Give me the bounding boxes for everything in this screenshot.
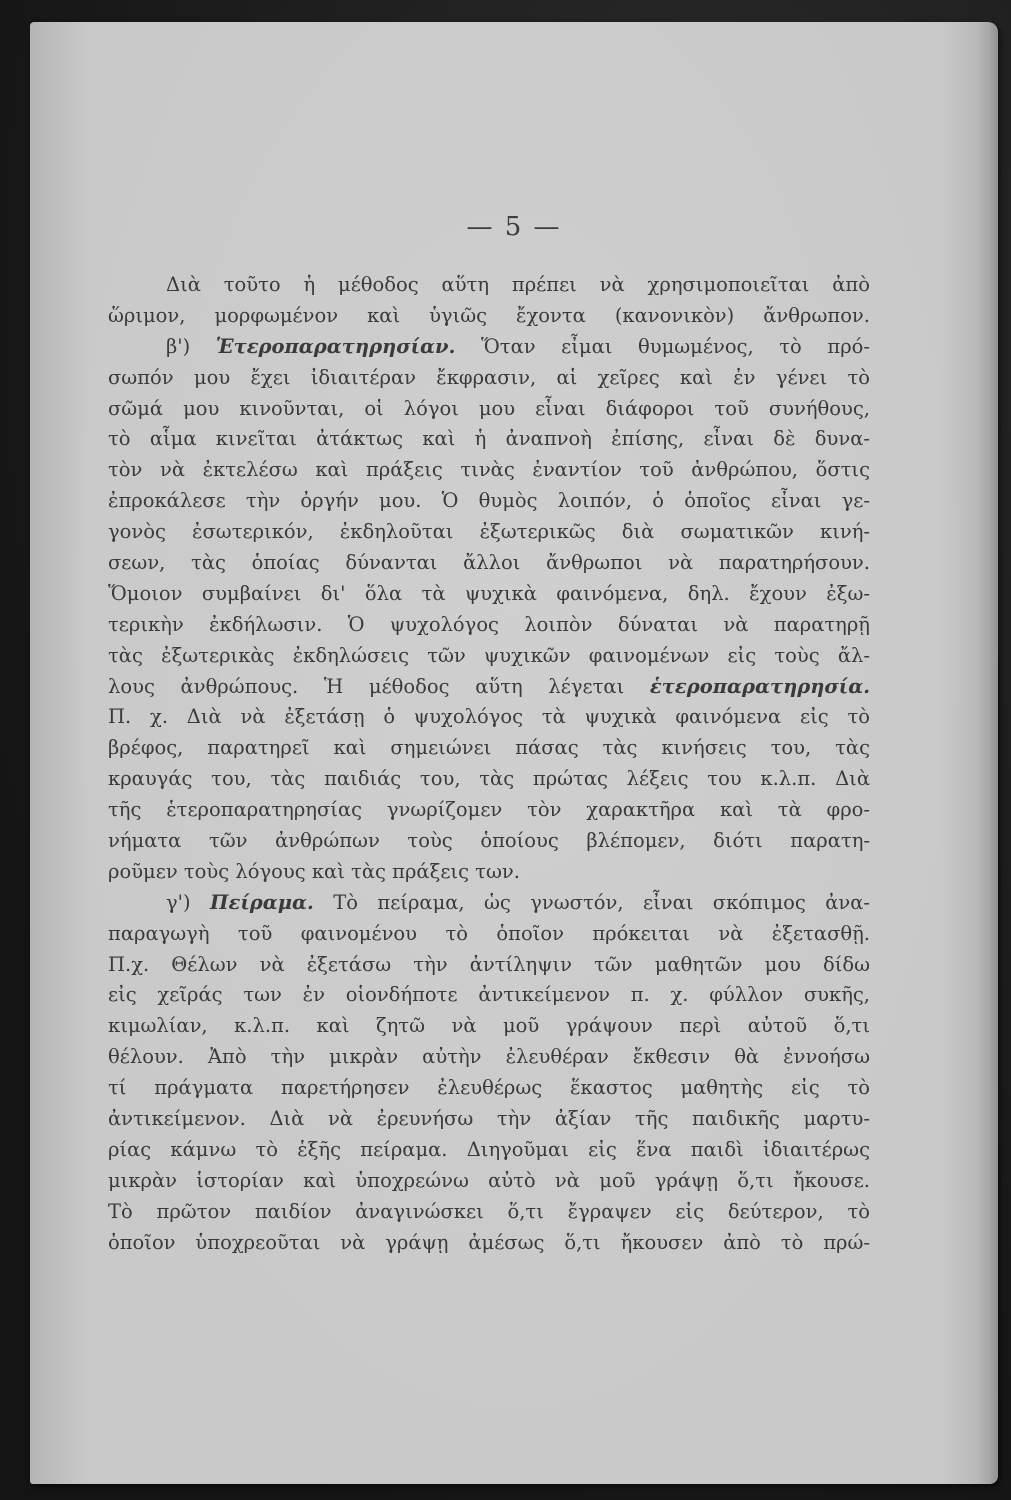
- text-line: βρέφος, παρατηρεῖ καὶ σημειώνει πάσας τὰς κινήσεις του, τὰς: [108, 736, 870, 760]
- section-c-text: Τὸ πείραμα, ὡς γνωστόν, εἶναι σκόπιμος ἀνα-: [333, 890, 871, 914]
- section-b-term: Ἑτεροπαρατηρησίαν.: [215, 334, 456, 358]
- text-line: ὁποῖον ὑποχρεοῦται νὰ γράψῃ ἀμέσως ὅ,τι ἤκουσεν ἀπὸ τὸ πρώ-: [108, 1230, 870, 1254]
- text-line: Π.χ. Θέλων νὰ ἐξετάσω τὴν ἀντίληψιν τῶν μαθητῶν μου δίδω: [108, 952, 870, 976]
- text-line: ἀντικείμενον. Διὰ νὰ ἐρευνήσω τὴν ἀξίαν τῆς παιδικῆς μαρτυ-: [108, 1107, 870, 1131]
- text-line: Π. χ. Διὰ νὰ ἐξετάσῃ ὁ ψυχολόγος τὰ ψυχικὰ φαινόμενα εἰς τὸ: [108, 705, 870, 729]
- section-c-heading: [108, 888, 870, 919]
- section-c-label: γ'): [166, 890, 191, 914]
- text-line: κιμωλίαν, κ.λ.π. καὶ ζητῶ νὰ μοῦ γράψουν περὶ αὐτοῦ ὅ,τι: [108, 1014, 870, 1038]
- text-line: σῶμά μου κινοῦνται, οἱ λόγοι μου εἶναι διάφοροι τοῦ συνήθους,: [108, 396, 870, 420]
- section-b-label: β'): [166, 334, 191, 358]
- text-line: τερικὴν ἐκδήλωσιν. Ὁ ψυχολόγος λοιπὸν δύναται νὰ παρατηρῇ: [108, 612, 870, 636]
- section-b-heading: [108, 332, 870, 363]
- text-line: τὰς ἐξωτερικὰς ἐκδηλώσεις τῶν ψυχικῶν φαινομένων εἰς τοὺς ἄλ-: [108, 643, 870, 667]
- text-line: ἐπροκάλεσε τὴν ὀργήν μου. Ὁ θυμὸς λοιπόν, ὁ ὁποῖος εἶναι γε-: [108, 489, 870, 513]
- page-number: — 5 —: [466, 212, 562, 242]
- text-line: ροῦμεν τοὺς λόγους καὶ τὰς πράξεις των.: [108, 859, 520, 883]
- text-line: Ὅμοιον συμβαίνει δι' ὅλα τὰ ψυχικὰ φαινόμενα, δηλ. ἔχουν ἐξω-: [108, 581, 870, 605]
- text-line: τί πράγματα παρετήρησεν ἐλευθέρως ἕκαστος μαθητὴς εἰς τὸ: [108, 1076, 870, 1100]
- text-line: εἰς χεῖράς των ἐν οἱονδήποτε ἀντικείμενον π. χ. φύλλον συκῆς,: [108, 983, 870, 1007]
- line-13-term: ἑτεροπαρατηρησία.: [649, 674, 871, 698]
- text-line: σεων, τὰς ὁποίας δύνανται ἄλλοι ἄνθρωποι νὰ παρατηρήσουν.: [108, 551, 870, 575]
- section-b-text: Ὅταν εἶμαι θυμωμένος, τὸ πρό-: [480, 334, 871, 358]
- text-line: παραγωγὴ τοῦ φαινομένου τὸ ὁποῖον πρόκειται νὰ ἐξετασθῇ.: [108, 921, 870, 945]
- text-line: κραυγάς του, τὰς παιδιάς του, τὰς πρώτας λέξεις του κ.λ.π. Διὰ: [108, 767, 870, 791]
- text-line: ρίας κάμνω τὸ ἑξῆς πείραμα. Διηγοῦμαι εἰς ἕνα παιδὶ ἰδιαιτέρως: [108, 1137, 870, 1161]
- text-line: μικρὰν ἱστορίαν καὶ ὑποχρεώνω αὐτὸ νὰ μοῦ γράψῃ ὅ,τι ἤκουσε.: [108, 1168, 870, 1192]
- text-line: τὸ αἷμα κινεῖται ἀτάκτως καὶ ἡ ἀναπνοὴ ἐπίσης, εἶναι δὲ δυνα-: [108, 427, 870, 451]
- line-13-text: λους ἀνθρώπους. Ἡ μέθοδος αὕτη λέγεται: [108, 674, 625, 698]
- text-line: Διὰ τοῦτο ἡ μέθοδος αὕτη πρέπει νὰ χρησιμοποιεῖται ἀπὸ: [166, 273, 870, 296]
- text-line: τὸν νὰ ἐκτελέσω καὶ πράξεις τινὰς ἐναντίον τοῦ ἀνθρώπου, ὅστις: [108, 458, 870, 482]
- text-line: ὥριμον, μορφωμένον καὶ ὑγιῶς ἔχοντα (κανονικὸν) ἄνθρωπον.: [108, 303, 870, 327]
- text-line: θέλουν. Ἀπὸ τὴν μικρὰν αὐτὴν ἐλευθέραν ἔκθεσιν θὰ ἐννοήσω: [108, 1045, 870, 1069]
- text-line: σωπόν μου ἔχει ἰδιαιτέραν ἔκφρασιν, αἱ χεῖρες καὶ ἐν γένει τὸ: [108, 365, 870, 389]
- book-page: [30, 22, 998, 1484]
- text-line: γονὸς ἐσωτερικόν, ἐκδηλοῦται ἐξωτερικῶς διὰ σωματικῶν κινή-: [108, 520, 870, 544]
- body-text: [108, 270, 870, 1259]
- text-line: Τὸ πρῶτον παιδίον ἀναγινώσκει ὅ,τι ἔγραψεν εἰς δεύτερον, τὸ: [108, 1199, 870, 1223]
- text-line: τῆς ἑτεροπαρατηρησίας γνωρίζομεν τὸν χαρακτῆρα καὶ τὰ φρο-: [108, 798, 870, 822]
- section-c-term: Πείραμα.: [210, 890, 314, 914]
- text-line: νήματα τῶν ἀνθρώπων τοὺς ὁποίους βλέπομεν, διότι παρατη-: [108, 829, 870, 853]
- text-line-with-term: [108, 672, 870, 703]
